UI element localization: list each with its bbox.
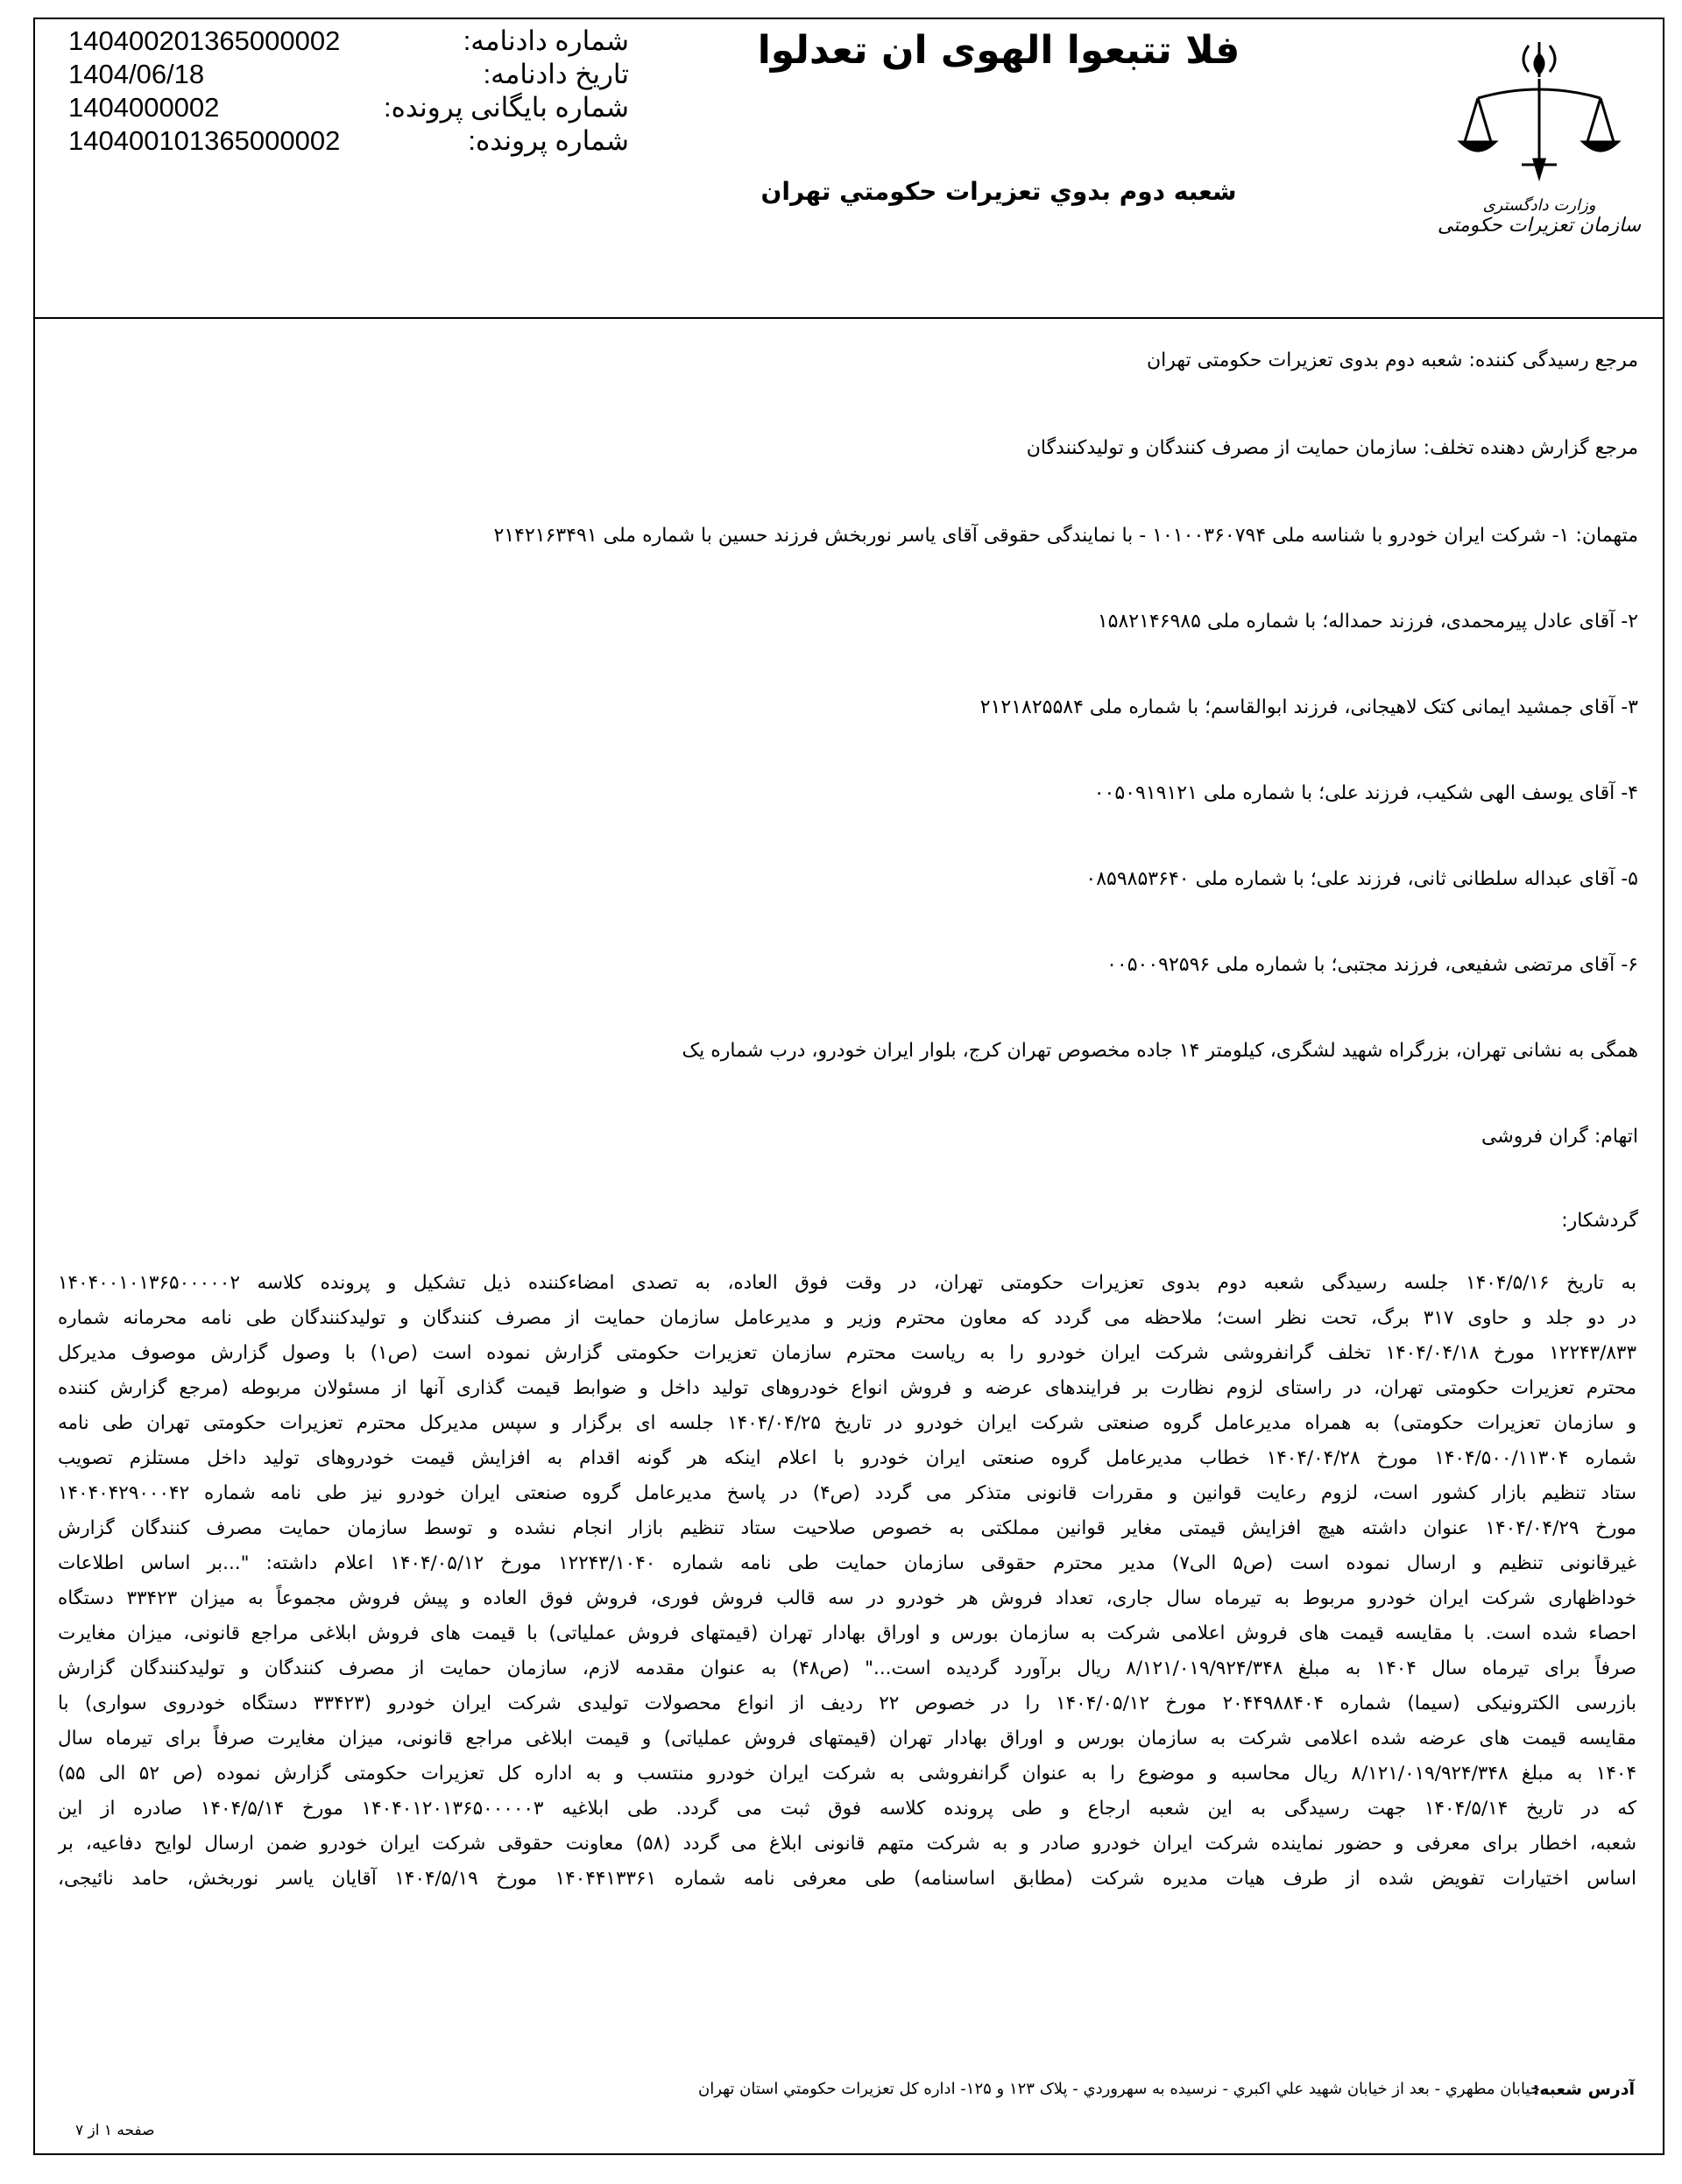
verdict-number-label: شماره دادنامه:: [463, 25, 629, 56]
narrative-line: ۱۴۰۴ به مبلغ ۸/۱۲۱/۰۱۹/۹۲۴/۳۴۸ ریال محاسبه و موضوع را به عنوان گرانفروشی به شرکت ایران خودرو منتسب و به اداره کل تعزیرات حکومتی گزارش نموده (ص ۵۲ الی ۵۵): [58, 1763, 1636, 1785]
logo-ministry-text: وزارت دادگستری: [1482, 196, 1596, 215]
branch-address-label: آدرس شعبه:: [1532, 2080, 1635, 2099]
narrative-line: در دو جلد و حاوی ۳۱۷ برگ، تحت نظر است؛ ملاحظه می گردد که معاون محترم وزیر و مدیرعامل سازمان حمایت از مصرف کنندگان و تولیدکنندگان طی نامه محرمانه شماره: [58, 1307, 1636, 1329]
accused-3: ۳- آقای جمشید ایمانی کتک لاهیجانی، فرزند ابوالقاسم؛ با شماره ملی ۲۱۲۱۸۲۵۵۸۴: [979, 696, 1638, 718]
case-number-label: شماره پرونده:: [468, 125, 629, 156]
archive-number-row: [68, 91, 629, 124]
verdict-date-label: تاریخ دادنامه:: [483, 59, 629, 89]
narrative-line: محترم تعزیرات حکومتی تهران، در راستای لزوم نظارت بر فرایندهای عرضه و فروش انواع خودروهای تولید داخل و ضوابط قیمت گذاری آنها از مسئولان مربوطه (مرجع گزارش کننده: [58, 1377, 1636, 1399]
logo-org-text: سازمان تعزیرات حکومتی: [1437, 215, 1642, 237]
quran-motto: فلا تتبعوا الهوی ان تعدلوا: [757, 28, 1240, 73]
accused-4: ۴- آقای یوسف الهی شکیب، فرزند علی؛ با شماره ملی ۰۰۵۰۹۱۹۱۲۱: [1093, 782, 1638, 804]
narrative-line: غیرقانونی تنظیم و ارسال نموده است (ص۵ الی۷) مدیر محترم حقوقی سازمان حمایت طی نامه شماره ۱۲۲۴۳/۱۰۴۰ مورخ ۱۴۰۴/۰۵/۱۲ اعلام داشته: "...بر اساس اطلاعات: [58, 1552, 1636, 1574]
narrative-line: احصاء شده است. با مقایسه قیمت های فروش اعلامی شرکت به سازمان بورس و اوراق بهادار تهران (قیمتهای فروش عملیاتی) با قیمت های فروش ابلاغی مراجع قانونی، میزان مغایرت: [58, 1622, 1636, 1644]
archive-number: 1404000002: [68, 92, 220, 123]
narrative-line: مقایسه قیمت های عرضه شده اعلامی شرکت به سازمان بورس و اوراق بهادار تهران (قیمتهای فروش عملیاتی) و قیمت ابلاغی مراجع قانونی، میزان مغایرت صرفاً برای تیرماه سال: [58, 1728, 1636, 1749]
accused-address: همگی به نشانی تهران، بزرگراه شهید لشگری، کیلومتر ۱۴ جاده مخصوص تهران کرج، بلوار ایران خودرو، درب شماره یک: [682, 1040, 1638, 1062]
narrative-line: که در تاریخ ۱۴۰۴/۵/۱۴ جهت رسیدگی به این شعبه ارجاع و طی پرونده کلاسه فوق ثبت می گردد. طی ابلاغیه ۱۴۰۴۰۱۲۰۱۳۶۵۰۰۰۰۰۳ مورخ ۱۴۰۴/۵/۱۴ صادره از این: [58, 1798, 1636, 1820]
narrative-line: بازرسی الکترونیکی (سیما) شماره ۲۰۴۴۹۸۸۴۰۴ مورخ ۱۴۰۴/۰۵/۱۲ را در خصوص ۲۲ ردیف از انواع محصولات تولیدی شرکت ایران خودرو (۳۳۴۲۳ دستگاه خودروی سواری) با: [58, 1693, 1636, 1714]
narrative-line: شعبه، اخطار برای معرفی و حضور نماینده شرکت ایران خودرو صادر و به شرکت متهم قانونی ابلاغ می گردد (۵۸) معاونت حقوقی شرکت ایران خودرو ضمن ارسال لوایح دفاعیه، بر: [58, 1833, 1636, 1855]
narrative-line: اساس اختیارات تفویض شده از طرف هیات مدیره شرکت (مطابق اساسنامه) طی معرفی نامه شماره ۱۴۰۴۴۱۳۳۶۱ مورخ ۱۴۰۴/۵/۱۹ آقایان یاسر نوربخش، حامد نائیجی،: [58, 1868, 1636, 1890]
page-number: صفحه ۱ از ۷: [75, 2122, 155, 2139]
branch-title: شعبه دوم بدوي تعزيرات حکومتي تهران: [760, 177, 1237, 206]
accused-2: ۲- آقای عادل پیرمحمدی، فرزند حمداله؛ با شماره ملی ۱۵۸۲۱۴۶۹۸۵: [1097, 611, 1638, 633]
verdict-date: 1404/06/18: [68, 59, 205, 89]
verdict-date-row: [68, 58, 629, 91]
reporter-line: مرجع گزارش دهنده تخلف: سازمان حمایت از مصرف کنندگان و تولیدکنندگان: [1026, 437, 1638, 459]
narrative-line: شماره ۱۴۰۴/۵۰۰/۱۱۳۰۴ مورخ ۱۴۰۴/۰۴/۲۸ خطاب مدیرعامل گروه صنعتی ایران خودرو با اعلام اینکه هر گونه اقدام به افزایش قیمت خودروهای تولید داخل مستلزم تصویب: [58, 1447, 1636, 1469]
narrative-line: خوداظهاری شرکت ایران خودرو مربوط به تیرماه سال جاری، تعداد فروش هر خودرو در سه قالب فروش فوری، فروش فوق العاده و پیش فروش مجموعاً به میزان ۳۳۴۲۳ دستگاه: [58, 1587, 1636, 1609]
document-page: [33, 18, 1664, 2155]
case-metadata: [68, 25, 629, 158]
narrative-line: و سازمان تعزیرات حکومتی) به همراه مدیرعامل گروه صنعتی شرکت ایران خودرو در تاریخ ۱۴۰۴/۰۴/۲۵ جلسه ای برگزار و سپس مدیرکل محترم تعزیرات حکومتی تهران طی نامه: [58, 1412, 1636, 1434]
narrative-line: ستاد تنظیم بازار کشور است، لزوم رعایت قوانین و مقررات قانونی متذکر می گردد (ص۴) در پاسخ مدیرعامل گروه صنعتی ایران خودرو نیز طی نامه شماره ۱۴۰۴۰۴۲۹۰۰۰۴۲: [58, 1482, 1636, 1504]
narrative-heading: گردشکار:: [1561, 1210, 1638, 1232]
verdict-number-row: [68, 25, 629, 58]
narrative-line: به تاریخ ۱۴۰۴/۵/۱۶ جلسه رسیدگی شعبه دوم بدوی تعزیرات حکومتی تهران، در وقت فوق العاده، به تصدی امضاءکننده ذیل تشکیل و پرونده کلاسه ۱۴۰۴۰۰۱۰۱۳۶۵۰۰۰۰۰۲: [58, 1272, 1636, 1294]
case-number-row: [68, 124, 629, 158]
case-number: 140400101365000002: [68, 125, 341, 156]
branch-address: خيابان مطهري - بعد از خيابان شهيد علي اکبري - نرسيده به سهروردي - پلاک ۱۲۳ و ۱۲۵- اداره کل تعزيرات حکومتي استان تهران: [697, 2080, 1540, 2098]
archive-number-label: شماره بایگانی پرونده:: [384, 92, 629, 123]
accused-1: متهمان: ۱- شرکت ایران خودرو با شناسه ملی ۱۰۱۰۰۳۶۰۷۹۴ - با نمایندگی حقوقی آقای یاسر نوربخش فرزند حسین با شماره ملی ۲۱۴۲۱۶۳۴۹۱: [493, 525, 1638, 547]
charge-line: اتهام: گران فروشی: [1481, 1126, 1638, 1148]
branch-address-footer: [35, 2069, 1663, 2113]
organization-logo: [1426, 37, 1652, 273]
document-body: [35, 322, 1663, 2065]
authority-line: مرجع رسیدگی کننده: شعبه دوم بدوی تعزیرات حکومتی تهران: [1146, 350, 1638, 371]
verdict-number: 140400201365000002: [68, 25, 341, 56]
narrative-line: مورخ ۱۴۰۴/۰۴/۲۹ عنوان داشته هیچ افزایش قیمتی مغایر قوانین مملکتی به خصوص صلاحیت ستاد تنظیم بازار انجام نشده و توسط سازمان حمایت مصرف کنندگان گزارش: [58, 1517, 1636, 1539]
document-header: [35, 19, 1663, 319]
narrative-line: صرفاً برای تیرماه سال ۱۴۰۴ به مبلغ ۸/۱۲۱/۰۱۹/۹۲۴/۳۴۸ ریال برآورد گردیده است..." (ص۴۸) به عنوان مقدمه لازم، سازمان حمایت از مصرف کنندگان و تولیدکنندگان گزارش: [58, 1657, 1636, 1679]
scales-of-justice-icon: [1452, 37, 1627, 194]
accused-5: ۵- آقای عبداله سلطانی ثانی، فرزند علی؛ با شماره ملی ۰۸۵۹۸۵۳۶۴۰: [1085, 868, 1638, 890]
narrative-line: ۱۲۲۴۳/۸۳۳ مورخ ۱۴۰۴/۰۴/۱۸ تخلف گرانفروشی شرکت ایران خودرو را به ریاست محترم سازمان تعزیرات حکومتی گزارش نموده است (ص۱) با وصول گزارش موصوف مدیرکل: [58, 1342, 1636, 1364]
narrative-text: [58, 1266, 1636, 1897]
accused-6: ۶- آقای مرتضی شفیعی، فرزند مجتبی؛ با شماره ملی ۰۰۵۰۰۹۲۵۹۶: [1106, 954, 1638, 976]
